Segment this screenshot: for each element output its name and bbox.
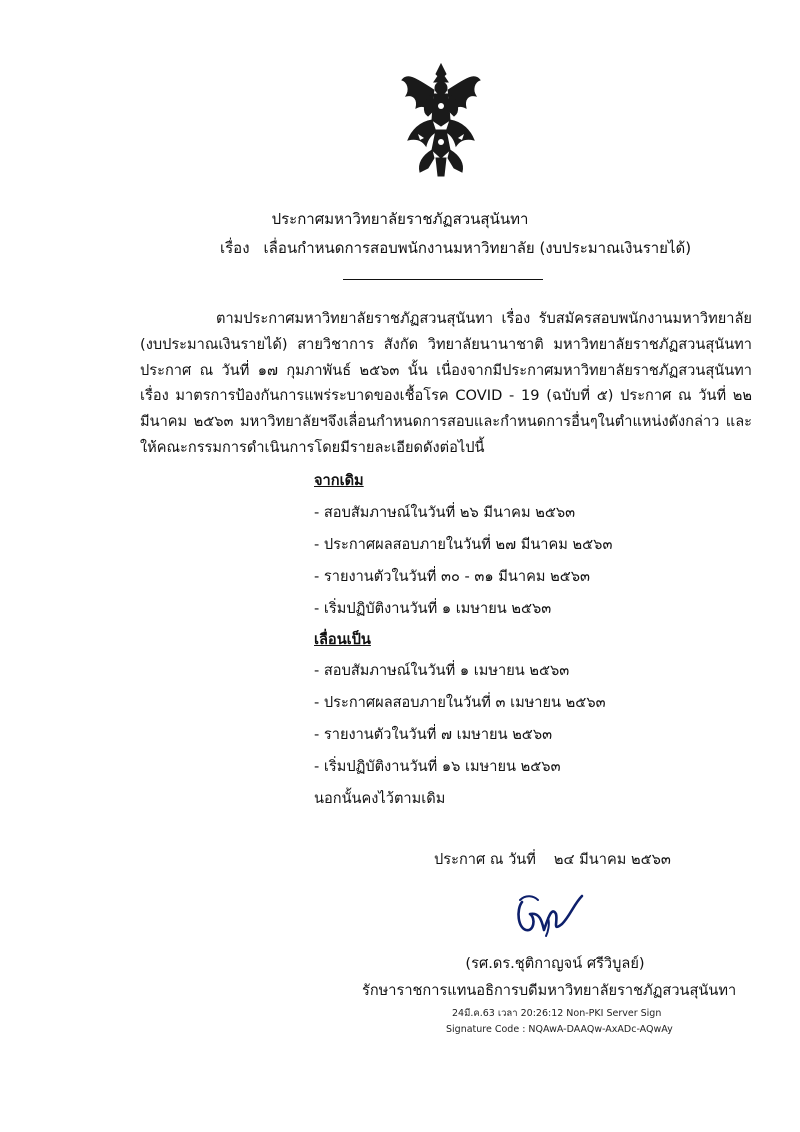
signer-name: (รศ.ดร.ชุติกาญจน์ ศรีวิบูลย์) bbox=[465, 955, 645, 972]
new-schedule-heading: เลื่อนเป็น bbox=[314, 631, 371, 648]
subject-label: เรื่อง bbox=[220, 239, 250, 257]
garuda-emblem-icon bbox=[398, 60, 484, 180]
body-paragraph: ตามประกาศมหาวิทยาลัยราชภัฏสวนสุนันทา เรื่อง รับสมัครสอบพนักงานมหาวิทยาลัย (งบประมาณเงินรายได้) สายวิชาการ สังกัด วิทยาลัยนานาชาติ มหาวิทยาลัยราชภัฏสวนสุนันทา ประกาศ ณ วันที่ ๑๗ กุมภาพันธ์ ๒๕๖๓ นั้น เนื่องจากมีประกาศมหาวิทยาลัยราชภัฏสวนสุนันทา เรื่อง มาตรการป้องกันการแพร่ระบาดของเชื้อโรค COVID - 19 (ฉบับที่ ๕) ประกาศ ณ วันที่ ๒๒ มีนาคม ๒๕๖๓ มหาวิทยาลัยฯจึงเลื่อนกำหนดการสอบและกำหนดการอื่นๆในตำแหน่งดังกล่าว และให้คณะกรรมการดำเนินการโดยมีรายละเอียดดังต่อไปนี้ bbox=[140, 310, 752, 456]
new-item: - รายงานตัวในวันที่ ๗ เมษายน ๒๕๖๓ bbox=[314, 726, 553, 743]
announcement-date bbox=[434, 848, 671, 871]
date-value: ๒๔ มีนาคม ๒๕๖๓ bbox=[553, 851, 671, 868]
original-item: - เริ่มปฏิบัติงานวันที่ ๑ เมษายน ๒๕๖๓ bbox=[314, 600, 552, 617]
original-item: - ประกาศผลสอบภายในวันที่ ๒๗ มีนาคม ๒๕๖๓ bbox=[314, 536, 613, 553]
original-schedule-heading: จากเดิม bbox=[314, 472, 364, 489]
announcement-subject bbox=[220, 236, 691, 260]
original-item: - สอบสัมภาษณ์ในวันที่ ๒๖ มีนาคม ๒๕๖๓ bbox=[314, 504, 576, 521]
new-item: - ประกาศผลสอบภายในวันที่ ๓ เมษายน ๒๕๖๓ bbox=[314, 694, 606, 711]
title-divider bbox=[343, 279, 543, 280]
schedule-footer: นอกนั้นคงไว้ตามเดิม bbox=[314, 790, 446, 807]
announced-at-label: ประกาศ ณ bbox=[434, 851, 504, 868]
new-item: - สอบสัมภาษณ์ในวันที่ ๑ เมษายน ๒๕๖๓ bbox=[314, 662, 570, 679]
signature-timestamp: 24มี.ค.63 เวลา 20:26:12 Non-PKI Server Sign bbox=[452, 1008, 662, 1019]
date-label: วันที่ bbox=[508, 851, 536, 868]
signer-role: รักษาราชการแทนอธิการบดีมหาวิทยาลัยราชภัฏสวนสุนันทา bbox=[362, 982, 737, 999]
signature-code: Signature Code : NQAwA-DAAQw-AxADc-AQwAy bbox=[446, 1024, 673, 1035]
original-item: - รายงานตัวในวันที่ ๓๐ - ๓๑ มีนาคม ๒๕๖๓ bbox=[314, 568, 591, 585]
new-item: - เริ่มปฏิบัติงานวันที่ ๑๖ เมษายน ๒๕๖๓ bbox=[314, 758, 561, 775]
subject-text: เลื่อนกำหนดการสอบพนักงานมหาวิทยาลัย (งบประมาณเงินรายได้) bbox=[263, 239, 692, 257]
handwritten-signature bbox=[512, 888, 586, 940]
announcement-title: ประกาศมหาวิทยาลัยราชภัฏสวนสุนันทา bbox=[271, 210, 529, 228]
